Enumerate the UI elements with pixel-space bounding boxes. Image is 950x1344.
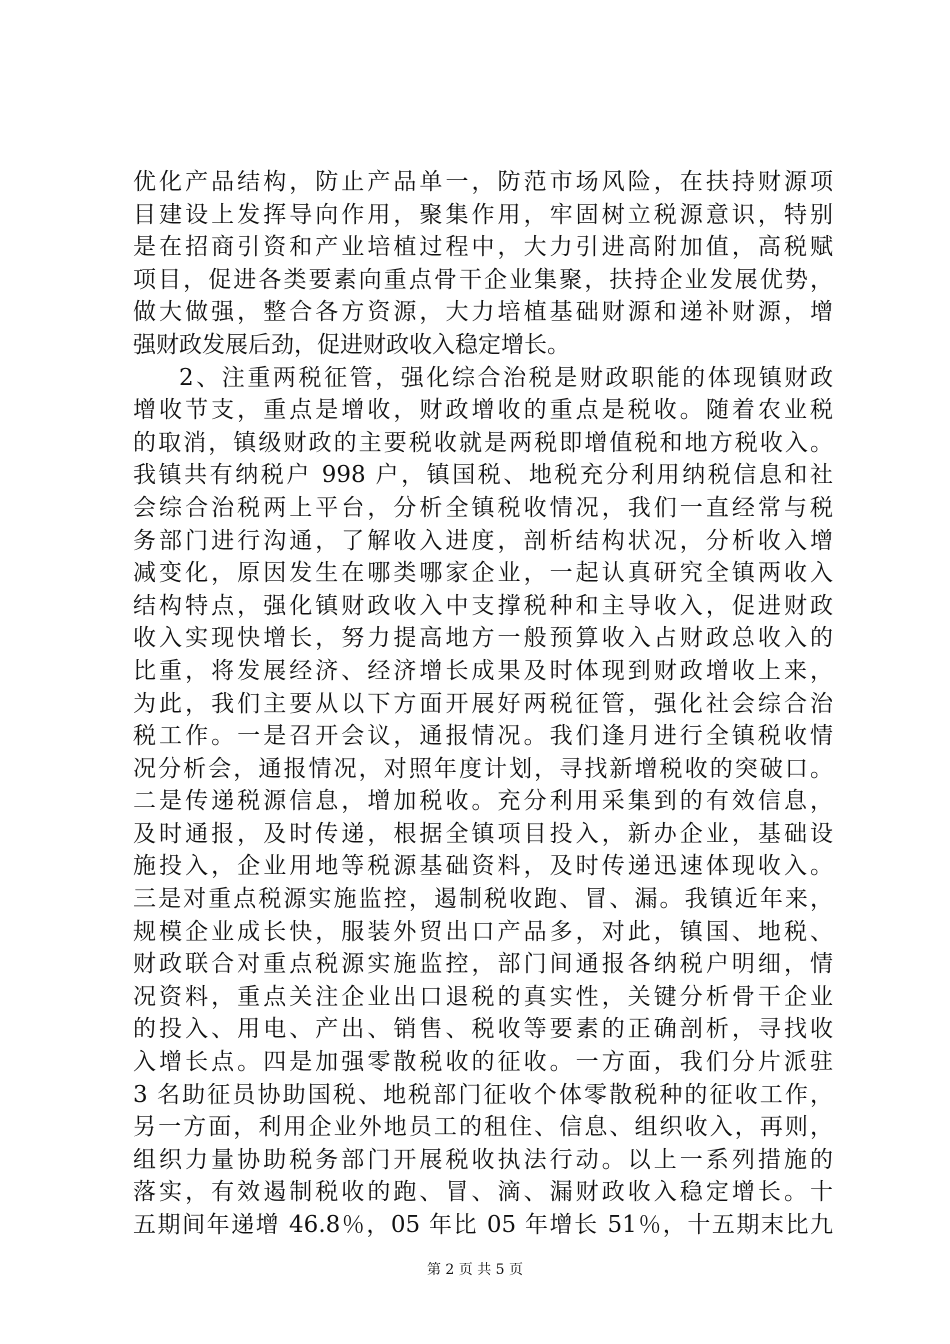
- text-line: 规模企业成长快，服装外贸出口产品多，对此，镇国、地税、: [133, 918, 833, 945]
- text-line: 二是传递税源信息，增加税收。充分利用采集到的有效信息，: [133, 788, 833, 815]
- text-line: 五期间年递增 46.8％，05 年比 05 年增长 51％，十五期末比九: [133, 1212, 833, 1238]
- text-line: 目建设上发挥导向作用，聚集作用，牢固树立税源意识，特别: [133, 201, 833, 228]
- text-line: 另一方面，利用企业外地员工的租住、信息、组织收入，再则，: [133, 1114, 833, 1141]
- text-line: 施投入，企业用地等税源基础资料，及时传递迅速体现收入。: [133, 853, 833, 880]
- text-line: 项目，促进各类要素向重点骨干企业集聚，扶持企业发展优势，: [133, 266, 833, 293]
- text-line: 会综合治税两上平台，分析全镇税收情况，我们一直经常与税: [133, 494, 833, 521]
- text-line: 财政联合对重点税源实施监控，部门间通报各纳税户明细，情: [133, 951, 833, 978]
- text-line: 的投入、用电、产出、销售、税收等要素的正确剖析，寻找收: [133, 1016, 833, 1043]
- text-line: 结构特点，强化镇财政收入中支撑税种和主导收入，促进财政: [133, 592, 833, 619]
- paragraph-start-line: 2、注重两税征管，强化综合治税是财政职能的体现镇财政: [179, 364, 833, 391]
- text-line: 比重，将发展经济、经济增长成果及时体现到财政增收上来，: [133, 657, 833, 684]
- text-line: 收入实现快增长，努力提高地方一般预算收入占财政总收入的: [133, 625, 833, 652]
- text-line: 三是对重点税源实施监控，遏制税收跑、冒、漏。我镇近年来，: [133, 886, 833, 913]
- text-line: 务部门进行沟通，了解收入进度，剖析结构状况，分析收入增: [133, 527, 833, 554]
- text-line: 做大做强，整合各方资源，大力培植基础财源和递补财源，增: [133, 299, 833, 326]
- text-line: 我镇共有纳税户 998 户，镇国税、地税充分利用纳税信息和社: [133, 462, 833, 489]
- paragraph-end-line: 强财政发展后劲，促进财政收入稳定增长。: [133, 331, 570, 358]
- text-line: 减变化，原因发生在哪类哪家企业，一起认真研究全镇两收入: [133, 560, 833, 587]
- text-line: 落实，有效遏制税收的跑、冒、滴、漏财政收入稳定增长。十: [133, 1179, 833, 1206]
- text-line: 3 名助征员协助国税、地税部门征收个体零散税种的征收工作，: [133, 1081, 833, 1108]
- text-line: 况资料，重点关注企业出口退税的真实性，关键分析骨干企业: [133, 983, 833, 1010]
- text-line: 为此，我们主要从以下方面开展好两税征管，强化社会综合治: [133, 690, 833, 717]
- body-text: [133, 166, 833, 1242]
- text-line: 税工作。一是召开会议，通报情况。我们逢月进行全镇税收情: [133, 723, 833, 750]
- text-line: 及时通报，及时传递，根据全镇项目投入，新办企业，基础设: [133, 820, 833, 847]
- text-line: 的取消，镇级财政的主要税收就是两税即增值税和地方税收入。: [133, 429, 833, 456]
- page-number-footer: 第 2 页 共 5 页: [426, 1262, 524, 1278]
- text-line: 优化产品结构，防止产品单一，防范市场风险，在扶持财源项: [133, 169, 833, 195]
- text-line: 况分析会，通报情况，对照年度计划，寻找新增税收的突破口。: [133, 755, 833, 782]
- text-line: 是在招商引资和产业培植过程中，大力引进高附加值，高税赋: [133, 234, 833, 261]
- text-line: 增收节支，重点是增收，财政增收的重点是税收。随着农业税: [133, 397, 833, 424]
- text-line: 入增长点。四是加强零散税收的征收。一方面，我们分片派驻: [133, 1049, 833, 1076]
- text-line: 组织力量协助税务部门开展税收执法行动。以上一系列措施的: [133, 1146, 833, 1173]
